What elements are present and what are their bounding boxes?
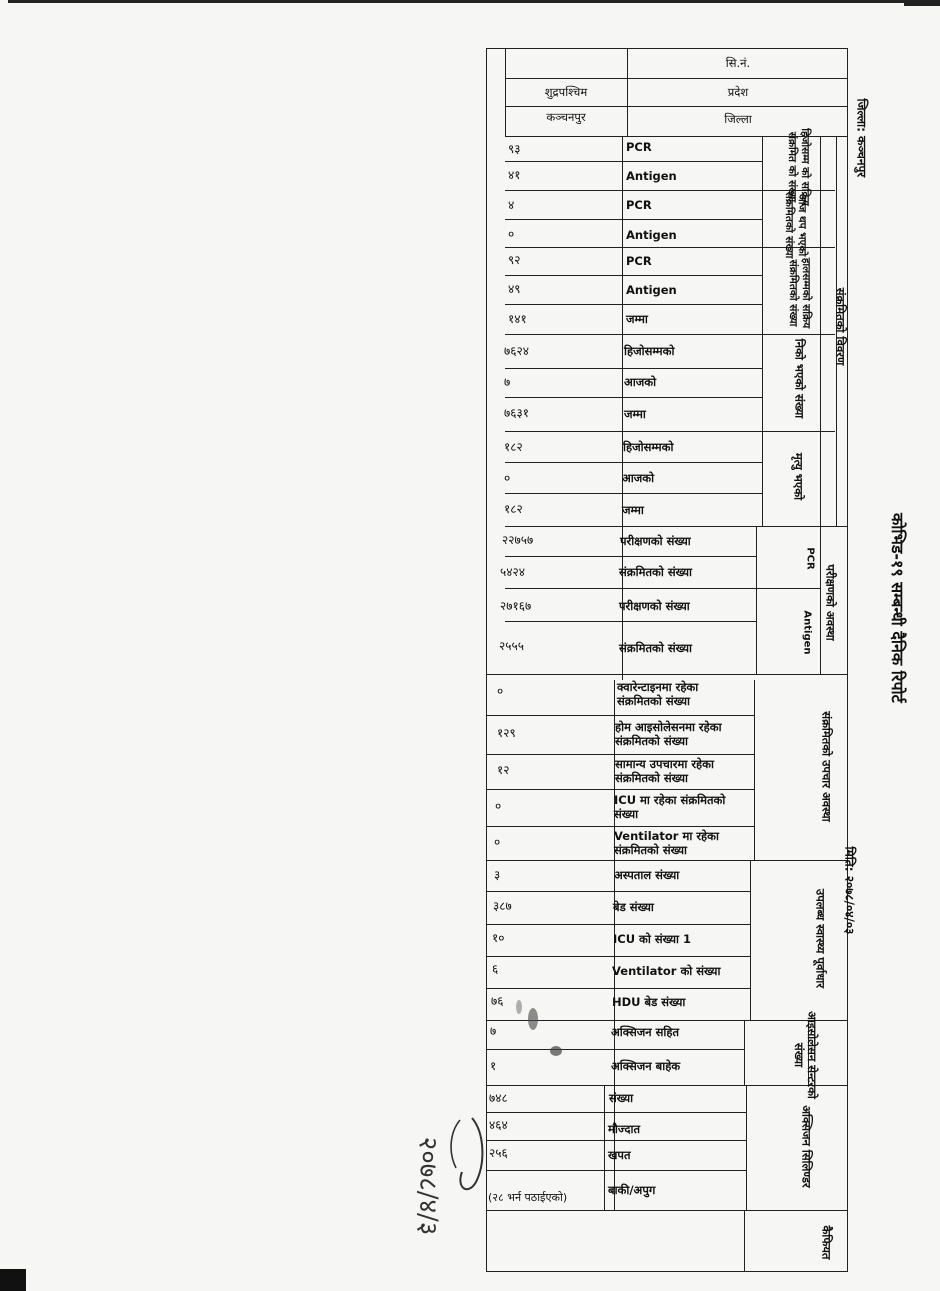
row-value: १० [492, 931, 505, 945]
row-label: आजको [624, 375, 657, 389]
group-recovered: निको भएको संख्या [792, 338, 807, 419]
row-label: परीक्षणको संख्या [619, 599, 690, 613]
ink-smudge [516, 1000, 522, 1014]
row-label: बाकी/अपुग [608, 1183, 656, 1197]
row-label: बेड संख्या [613, 900, 654, 914]
row-label: संक्रमितको संख्या [619, 641, 692, 655]
district-heading: जिल्ला: कञ्चनपुर [854, 98, 869, 178]
row-value: २५६ [489, 1146, 508, 1160]
row-value: ९३ [508, 142, 521, 156]
row-value: ७ [504, 375, 511, 389]
group-isolation-centers: आइसोलेसन सेन्टरको संख्या [792, 1011, 819, 1099]
row-label: जम्मा [626, 312, 648, 326]
group-till-yesterday-active: हिजोसम्म को सक्रिय संक्रमित को संख्या [786, 128, 811, 206]
group-remarks: कैफियत [819, 1225, 834, 1260]
row-label: Antigen [626, 169, 677, 183]
row-label: PCR [626, 198, 652, 212]
scan-top-edge [8, 0, 940, 13]
row-label: Ventilator को संख्या [612, 964, 721, 978]
row-label: जम्मा [622, 503, 644, 517]
row-value: २७१६७ [500, 599, 532, 613]
row-label: अक्सिजन बाहेक [611, 1059, 681, 1073]
row-label: ICU मा रहेका संक्रमितको संख्या [614, 793, 726, 821]
stamp-date: २०७८/४/३ [412, 1136, 443, 1236]
row-label: जम्मा [624, 407, 646, 421]
row-value: २५५५ [499, 639, 524, 653]
row-label: PCR [626, 254, 652, 268]
row-value: ० [494, 835, 501, 849]
page-title: कोभिड-१९ सम्बन्धी दैनिक रिपोर्ट [888, 513, 907, 703]
row-value: १४१ [508, 312, 527, 326]
row-label: हिजोसम्मको [624, 344, 675, 358]
row-label: मौज्दात [608, 1122, 641, 1136]
district-value: कञ्चनपुर [546, 110, 586, 124]
row-value: ० [497, 684, 504, 698]
row-value: ४९ [508, 282, 521, 296]
row-value: ९२ [508, 253, 521, 267]
group-current-active: हालसम्मको सक्रिय संक्रमितको संख्या [787, 257, 812, 329]
row-label: सामान्य उपचारमा रहेका संक्रमितको संख्या [615, 757, 714, 785]
row-value: ० [495, 799, 502, 813]
row-label: संख्या [609, 1091, 634, 1105]
row-value: ० [504, 471, 511, 485]
province-value: शुद्रपश्चिम [544, 85, 588, 99]
row-label: PCR [626, 140, 652, 154]
row-label: संक्रमितको संख्या [619, 565, 692, 579]
row-value: १२९ [497, 726, 516, 740]
row-value: ७ [490, 1024, 497, 1038]
group-antigen: Antigen [801, 610, 813, 655]
row-label: अस्पताल संख्या [614, 868, 680, 882]
row-label: ICU को संख्या 1 [613, 932, 692, 946]
serial-label: सि.नं. [725, 56, 751, 70]
row-value: १८२ [504, 502, 523, 516]
district-label: जिल्ला [724, 112, 752, 126]
row-label: क्वारेन्टाइनमा रहेका संक्रमितको संख्या [617, 680, 699, 708]
row-value: ६ [492, 962, 499, 976]
row-value: १२ [497, 763, 510, 777]
row-value: ४१ [508, 168, 521, 182]
row-value: ४ [508, 198, 515, 212]
row-value: ४६४ [489, 1118, 508, 1132]
row-value: ७६३१ [504, 406, 529, 420]
ink-smudge [550, 1046, 562, 1056]
row-value: ० [508, 227, 515, 241]
row-value: ३८७ [493, 899, 512, 913]
group-treatment-status: संक्रमितको उपचार अवस्था [819, 711, 834, 822]
row-value: २२७५७ [502, 533, 534, 547]
row-label: Antigen [626, 283, 677, 297]
group-oxygen-cylinder: अक्सिजन सिलिण्डर [799, 1105, 814, 1188]
group-today-added: आज थप भएको संक्रमितको संख्या [783, 191, 808, 259]
row-label: आजको [622, 471, 655, 485]
row-label: HDU बेड संख्या [612, 995, 686, 1009]
group-pcr: PCR [804, 547, 816, 570]
row-value: १८२ [504, 440, 523, 454]
group-infected-details: संक्रमितको विवरण [833, 287, 848, 366]
row-value: ५४२४ [500, 565, 525, 579]
group-health-infra: उपलब्ध स्वास्थ्य पूर्वाधार [813, 888, 828, 989]
group-deaths: मृत्यु भएको [791, 452, 806, 501]
row-value: (२८ भर्न पठाईएको) [488, 1191, 568, 1204]
row-value: ३ [494, 868, 501, 882]
province-label: प्रदेश [727, 85, 749, 99]
group-testing-status: परीक्षणको अवस्था [823, 564, 838, 641]
row-label: Antigen [626, 228, 677, 242]
row-value: ७६ [491, 994, 504, 1008]
ink-smudge [528, 1008, 538, 1030]
row-label: होम आइसोलेसनमा रहेका संक्रमितको संख्या [615, 720, 722, 748]
row-label: परीक्षणको संख्या [620, 534, 691, 548]
row-label: हिजोसम्मको [623, 440, 674, 454]
row-value: १ [490, 1059, 497, 1073]
row-label: Ventilator मा रहेका संक्रमितको संख्या [614, 829, 719, 857]
scan-corner-mark [0, 1269, 26, 1291]
row-value: ७४८ [489, 1091, 508, 1105]
date-heading: मिति: २०७८/०४/०३ [842, 846, 857, 935]
row-value: ७६२४ [504, 344, 529, 358]
row-label: अक्सिजन सहित [611, 1025, 680, 1039]
row-label: खपत [608, 1148, 631, 1162]
